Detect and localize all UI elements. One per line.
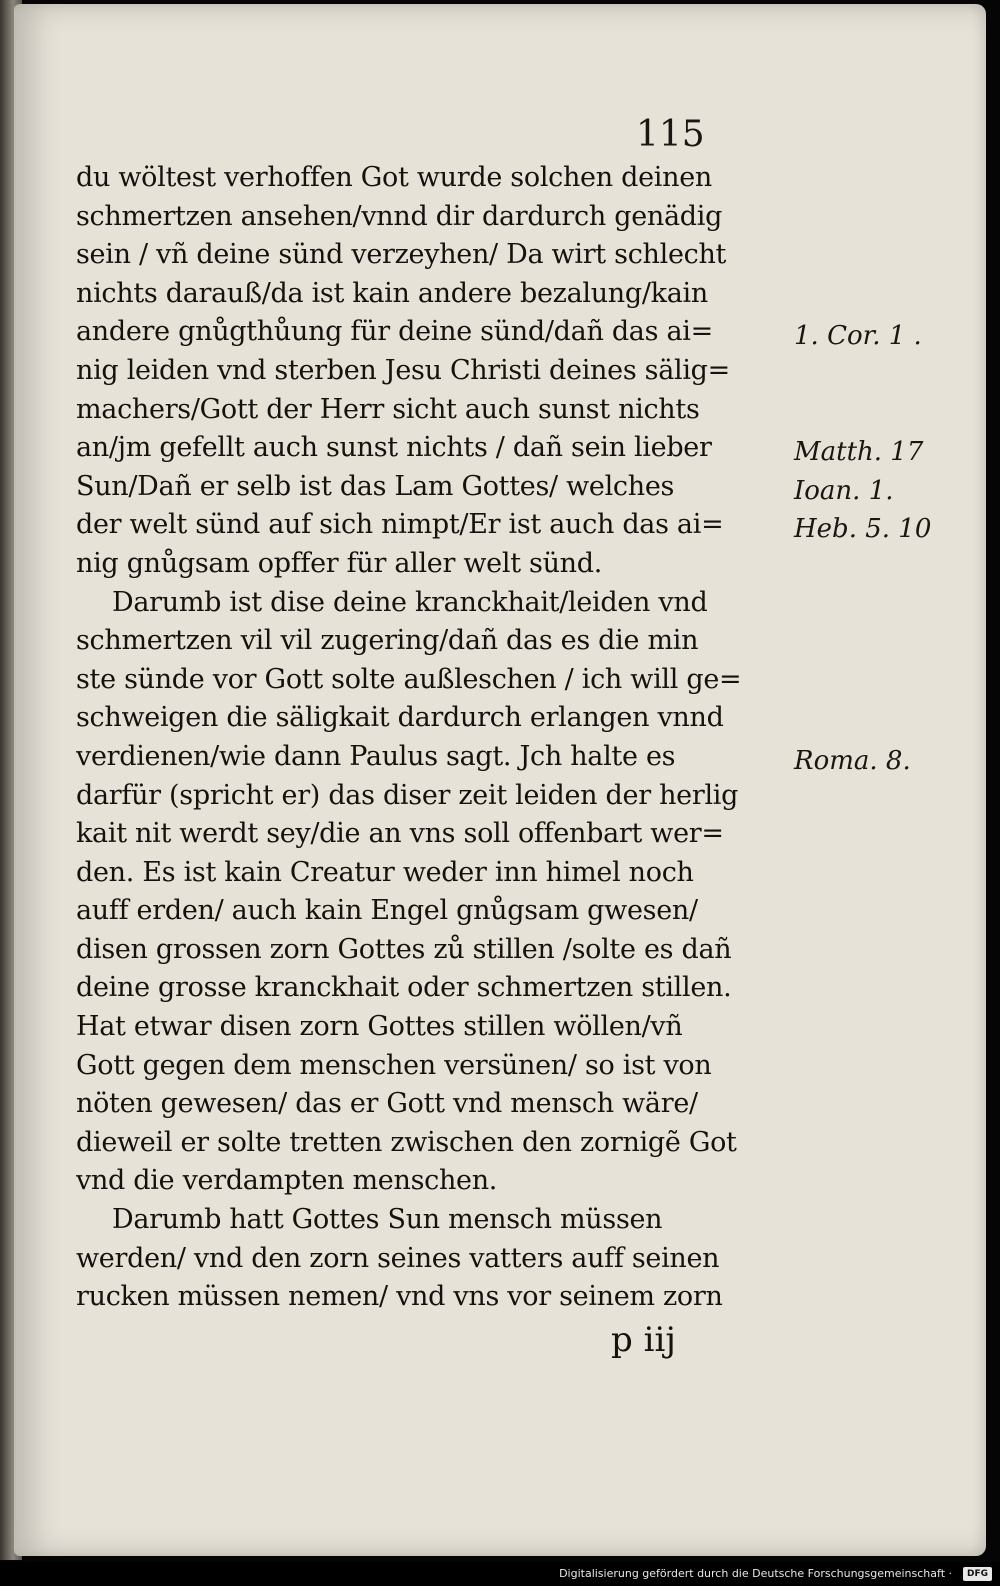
text-line: schweigen die säligkait dardurch erlangen vnnd	[76, 702, 724, 734]
text-line: deine grosse kranckhait oder schmertzen stillen.	[76, 972, 732, 1004]
text-line: du wöltest verhoffen Got wurde solchen deinen	[76, 162, 712, 193]
margin-reference: Matth. 17	[794, 437, 924, 468]
text-line: vnd die verdampten menschen.	[76, 1165, 498, 1197]
text-line: nig gnůgsam opffer für aller welt sünd.	[76, 547, 603, 579]
text-line: Gott gegen dem menschen versünen/ so ist von	[76, 1049, 712, 1081]
text-line: darfür (spricht er) das diser zeit leiden der herlig	[76, 779, 739, 811]
margin-reference: Roma. 8.	[794, 746, 911, 776]
margin-reference: Ioan. 1.	[794, 475, 894, 506]
footer-bar	[0, 1562, 1000, 1586]
text-line: schmertzen ansehen/vnnd dir dardurch genädig	[76, 200, 723, 232]
text-line: verdienen/wie dann Paulus sagt. Jch halte es	[76, 740, 676, 772]
margin-reference: 1. Cor. 1 .	[794, 321, 922, 352]
margin-reference: Heb. 5. 10	[794, 514, 932, 545]
text-line: der welt sünd auf sich nimpt/Er ist auch das ai=	[76, 509, 724, 541]
text-line: nichts darauß/da ist kain andere bezalung/kain	[76, 277, 708, 309]
text-line: nig leiden vnd sterben Jesu Christi deines sälig=	[76, 354, 730, 386]
text-line: kait nit werdt sey/die an vns soll offenbart wer=	[76, 818, 724, 850]
text-line: rucken müssen nemen/ vnd vns vor seinem zorn	[76, 1281, 723, 1313]
text-line: werden/ vnd den zorn seines vatters auff seinen	[76, 1242, 720, 1274]
page-number: 115	[636, 114, 705, 155]
text-line: nöten gewesen/ das er Gott vnd mensch wäre/	[76, 1088, 698, 1120]
text-line: andere gnůgthůung für deine sünd/dañ das ai=	[76, 316, 713, 348]
text-line: an/jm gefellt auch sunst nichts / dañ sein lieber	[76, 432, 712, 464]
text-line: Sun/Dañ er selb ist das Lam Gottes/ welches	[76, 470, 675, 502]
text-line: disen grossen zorn Gottes zů stillen /solte es dañ	[76, 933, 732, 965]
text-line: den. Es ist kain Creatur weder inn himel noch	[76, 856, 694, 888]
funding-notice: Digitalisierung gefördert durch die Deutsche Forschungsgemeinschaft ·	[559, 1567, 952, 1580]
text-line: ste sünde vor Gott solte außleschen / ich will ge=	[76, 663, 742, 695]
text-line: dieweil er solte tretten zwischen den zornigẽ Got	[76, 1126, 737, 1158]
signature-mark: p iij	[611, 1320, 676, 1360]
page-body-text	[76, 159, 791, 1317]
text-line: Darumb hatt Gottes Sun mensch müssen	[112, 1204, 663, 1236]
text-line: auff erden/ auch kain Engel gnůgsam gwesen/	[76, 895, 698, 927]
text-line: sein / vñ deine sünd verzeyhen/ Da wirt schlecht	[76, 239, 727, 271]
text-line: Hat etwar disen zorn Gottes stillen wöllen/vñ	[76, 1011, 683, 1043]
text-line: Darumb ist dise deine kranckhait/leiden vnd	[112, 586, 708, 618]
text-line: schmertzen vil vil zugering/dañ das es die min	[76, 625, 699, 657]
text-line: machers/Gott der Herr sicht auch sunst nichts	[76, 393, 700, 425]
dfg-logo: DFG	[963, 1567, 992, 1581]
book-page	[14, 4, 986, 1556]
